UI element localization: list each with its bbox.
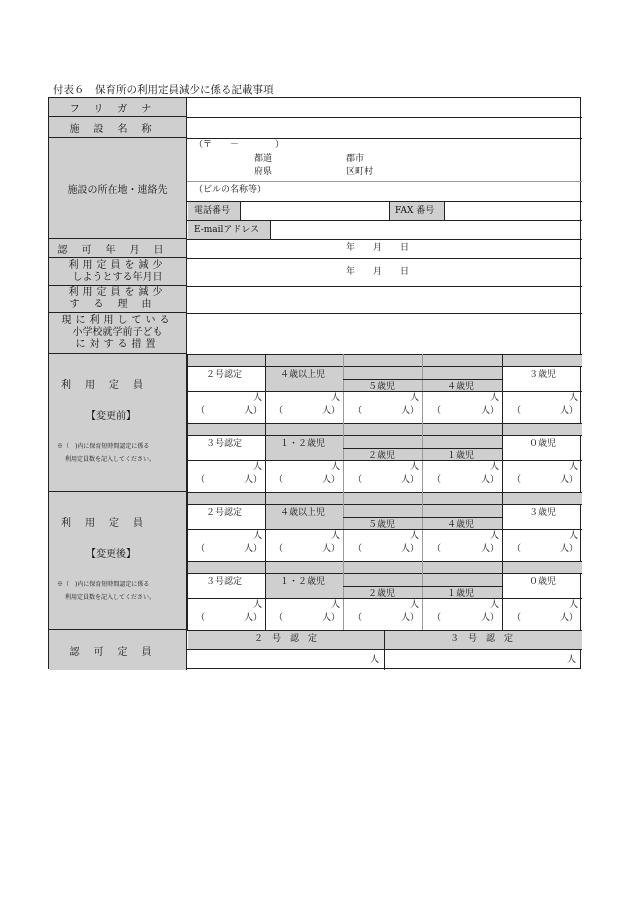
divider xyxy=(343,354,344,423)
divider xyxy=(343,492,344,561)
divider xyxy=(502,423,503,492)
reduction-reason-label-2: する理由 xyxy=(69,299,166,310)
unit: 人 xyxy=(490,531,500,541)
prefecture-label-1: 都道 xyxy=(254,154,273,164)
divider xyxy=(187,239,582,240)
approved-cert2-unit: 人 xyxy=(370,655,380,665)
location-label xyxy=(49,138,187,239)
approval-date-label xyxy=(49,239,187,258)
age3-label: ３歳児 xyxy=(529,370,557,380)
age4plus-label: ４歳以上児 xyxy=(280,508,326,518)
before-tag: 【変更前】 xyxy=(86,411,136,422)
approved-cert2-label: ２号認定 xyxy=(254,634,327,644)
divider xyxy=(187,598,582,599)
unit: 人 xyxy=(253,531,263,541)
divider xyxy=(343,423,344,492)
paren-open: （ xyxy=(274,613,284,623)
divider xyxy=(502,492,503,561)
approved-cert3-unit: 人 xyxy=(567,655,577,665)
paren-close: 人） xyxy=(560,475,579,485)
furigana-label-text: フリガナ xyxy=(69,103,166,115)
before-note-1: ※（ )内に保育短時間認定に係る xyxy=(57,443,150,450)
paren-close: 人） xyxy=(322,613,341,623)
paren-open: （ xyxy=(196,544,206,554)
divider xyxy=(422,492,423,561)
reduction-form xyxy=(48,97,581,669)
age0-label: ０歳児 xyxy=(529,577,557,587)
divider xyxy=(187,286,582,287)
divider xyxy=(187,460,582,461)
fax-label: FAX 番号 xyxy=(395,206,435,216)
reduction-date-label-2: しようとする年月日 xyxy=(72,271,163,283)
age1-label: １歳児 xyxy=(447,589,475,599)
capacity-before-label xyxy=(49,354,187,492)
paren-close: 人） xyxy=(401,406,420,416)
age0-label: ０歳児 xyxy=(529,439,557,449)
paren-open: （ xyxy=(432,475,442,485)
paren-close: 人） xyxy=(322,475,341,485)
divider xyxy=(343,561,344,630)
divider xyxy=(502,561,503,630)
divider xyxy=(187,391,582,392)
unit: 人 xyxy=(569,462,579,472)
divider xyxy=(343,379,502,380)
divider xyxy=(343,586,502,587)
divider xyxy=(187,258,582,259)
age4-label: ４歳児 xyxy=(447,382,475,392)
divider xyxy=(187,181,582,182)
prefecture-label-2: 府県 xyxy=(254,167,273,177)
cert2-label: ２号認定 xyxy=(206,370,243,380)
unit: 人 xyxy=(410,600,420,610)
after-tag: 【変更後】 xyxy=(86,549,136,560)
unit: 人 xyxy=(569,600,579,610)
cert3-label: ３号認定 xyxy=(206,439,243,449)
unit: 人 xyxy=(410,393,420,403)
facility-name-label-text: 施設名称 xyxy=(69,123,166,135)
paren-open: （ xyxy=(353,406,363,416)
divider xyxy=(502,354,503,423)
paren-open: （ xyxy=(353,613,363,623)
age5-label: ５歳児 xyxy=(368,382,396,392)
unit: 人 xyxy=(490,393,500,403)
measures-label xyxy=(49,313,187,354)
unit: 人 xyxy=(490,600,500,610)
postal-code-field[interactable]: （〒 － ） xyxy=(194,140,285,150)
measures-label-3: に対する措置 xyxy=(75,339,160,350)
unit: 人 xyxy=(253,600,263,610)
age2-label: ２歳児 xyxy=(368,451,396,461)
divider xyxy=(187,313,582,314)
divider xyxy=(240,201,241,220)
divider xyxy=(265,354,266,423)
paren-open: （ xyxy=(196,406,206,416)
paren-close: 人） xyxy=(481,613,500,623)
divider xyxy=(187,529,582,530)
paren-open: （ xyxy=(512,406,522,416)
capacity-before-sub-bar xyxy=(188,424,582,435)
approved-capacity-label xyxy=(49,630,187,670)
unit: 人 xyxy=(410,462,420,472)
divider xyxy=(384,630,385,670)
after-note-2: 利用定員数を記入してください。 xyxy=(65,594,156,601)
paren-open: （ xyxy=(512,544,522,554)
age4-label: ４歳児 xyxy=(447,520,475,530)
paren-open: （ xyxy=(512,613,522,623)
paren-open: （ xyxy=(274,406,284,416)
divider xyxy=(187,201,582,202)
paren-close: 人） xyxy=(244,406,263,416)
approved-capacity-header xyxy=(188,631,582,649)
paren-close: 人） xyxy=(244,613,263,623)
reduction-reason-label-1: 利用定員を減少 xyxy=(68,287,167,298)
paren-open: （ xyxy=(432,544,442,554)
divider xyxy=(265,492,266,561)
reduction-date-label xyxy=(49,258,187,286)
approved-cert3-label: ３号認定 xyxy=(450,634,523,644)
paren-close: 人） xyxy=(244,475,263,485)
paren-open: （ xyxy=(432,406,442,416)
age4plus-label: ４歳以上児 xyxy=(280,370,326,380)
divider xyxy=(422,561,423,630)
paren-open: （ xyxy=(196,475,206,485)
email-label: E-mailアドレス xyxy=(194,225,260,235)
unit: 人 xyxy=(331,600,341,610)
unit: 人 xyxy=(253,462,263,472)
paren-close: 人） xyxy=(244,544,263,554)
paren-close: 人） xyxy=(322,406,341,416)
divider xyxy=(444,201,445,220)
unit: 人 xyxy=(253,393,263,403)
paren-close: 人） xyxy=(560,544,579,554)
approval-date-value[interactable]: 年 月 日 xyxy=(346,243,410,253)
location-label-text: 施設の所在地・連絡先 xyxy=(67,184,168,196)
divider xyxy=(265,561,266,630)
divider xyxy=(343,448,502,449)
capacity-before-title: 利用定員 xyxy=(61,380,157,391)
paren-close: 人） xyxy=(560,613,579,623)
city-label-2: 区町村 xyxy=(346,167,374,177)
divider xyxy=(187,649,582,650)
paren-close: 人） xyxy=(481,406,500,416)
age2-label: ２歳児 xyxy=(368,589,396,599)
paren-open: （ xyxy=(274,544,284,554)
unit: 人 xyxy=(569,393,579,403)
reduction-date-label-1: 利用定員を減少 xyxy=(68,259,167,271)
paren-close: 人） xyxy=(322,544,341,554)
capacity-after-title: 利用定員 xyxy=(61,518,157,529)
age3-label: ３歳児 xyxy=(529,508,557,518)
paren-open: （ xyxy=(432,613,442,623)
paren-open: （ xyxy=(353,475,363,485)
age5-label: ５歳児 xyxy=(368,520,396,530)
facility-name-label xyxy=(49,117,187,138)
unit: 人 xyxy=(569,531,579,541)
capacity-after-sub-bar xyxy=(188,562,582,573)
unit: 人 xyxy=(331,531,341,541)
paren-open: （ xyxy=(512,475,522,485)
reduction-reason-label xyxy=(49,286,187,313)
paren-close: 人） xyxy=(401,544,420,554)
divider xyxy=(270,220,271,239)
cert3-label: ３号認定 xyxy=(206,577,243,587)
divider xyxy=(343,517,502,518)
measures-label-2: 小学校就学前子ども xyxy=(72,327,163,338)
paren-open: （ xyxy=(353,544,363,554)
building-name-field[interactable]: （ビルの名称等） xyxy=(194,185,267,195)
unit: 人 xyxy=(490,462,500,472)
age1-label: １歳児 xyxy=(447,451,475,461)
paren-close: 人） xyxy=(401,475,420,485)
capacity-after-label xyxy=(49,492,187,630)
paren-open: （ xyxy=(196,613,206,623)
unit: 人 xyxy=(331,393,341,403)
divider xyxy=(422,423,423,492)
cert2-label: ２号認定 xyxy=(206,508,243,518)
divider xyxy=(389,201,390,220)
reduction-date-value[interactable]: 年 月 日 xyxy=(346,267,410,277)
furigana-label xyxy=(49,98,187,117)
divider xyxy=(187,138,582,139)
divider xyxy=(265,423,266,492)
age12-label: １・２歳児 xyxy=(280,577,326,587)
capacity-after-header-bar xyxy=(188,493,582,504)
paren-close: 人） xyxy=(560,406,579,416)
measures-label-1: 現に利用している xyxy=(61,315,174,326)
before-note-2: 利用定員数を記入してください。 xyxy=(65,456,156,463)
paren-close: 人） xyxy=(481,544,500,554)
divider xyxy=(187,117,582,118)
age12-label: １・２歳児 xyxy=(280,439,326,449)
paren-open: （ xyxy=(274,475,284,485)
after-note-1: ※（ )内に保育短時間認定に係る xyxy=(57,581,150,588)
city-label-1: 郡市 xyxy=(346,154,365,164)
phone-label: 電話番号 xyxy=(194,206,231,216)
paren-close: 人） xyxy=(481,475,500,485)
unit: 人 xyxy=(410,531,420,541)
approved-capacity-label-text: 認可定員 xyxy=(69,646,166,658)
paren-close: 人） xyxy=(401,613,420,623)
unit: 人 xyxy=(331,462,341,472)
capacity-before-header-bar xyxy=(188,355,582,366)
divider xyxy=(422,354,423,423)
form-title: 付表６ 保育所の利用定員減少に係る記載事項 xyxy=(53,84,274,96)
approval-date-label-text: 認可年月日 xyxy=(57,244,178,256)
